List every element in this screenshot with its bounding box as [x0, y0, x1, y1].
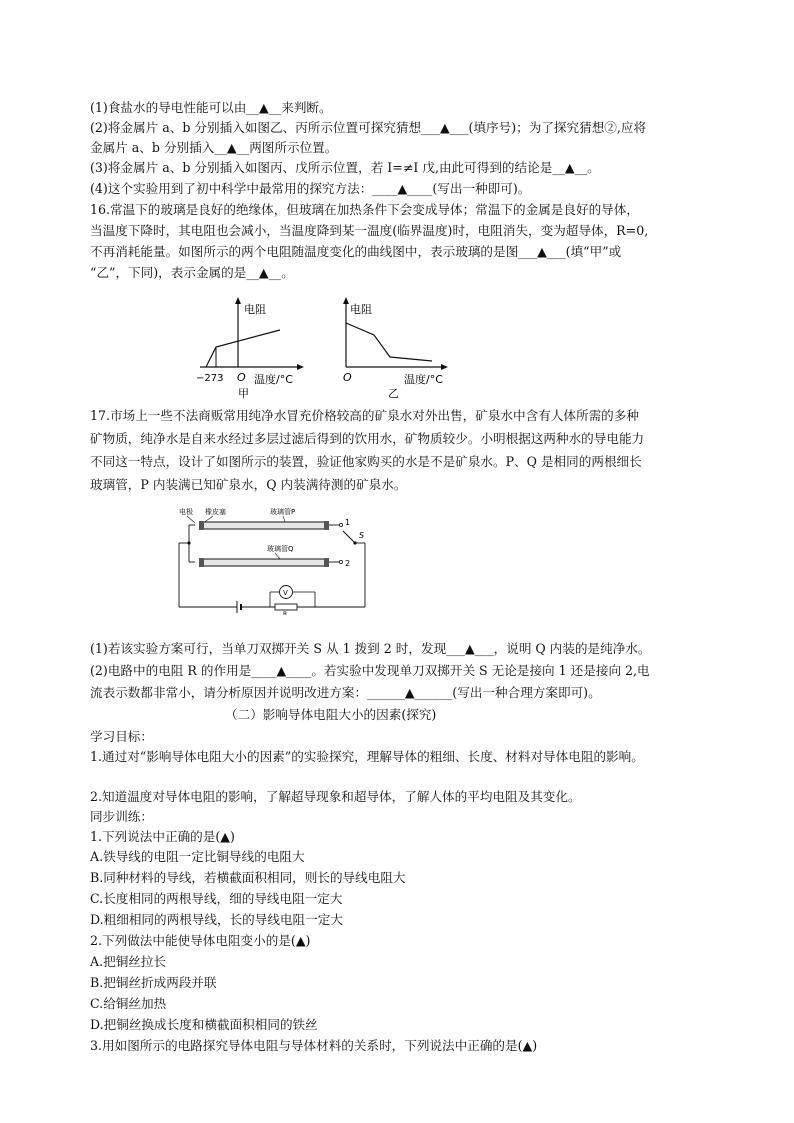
yi-origin: O [343, 371, 352, 384]
yi-y-arrow [343, 297, 349, 304]
jia-neg-tick: −273 [196, 373, 224, 384]
stopper-label: 橡皮塞 [205, 508, 226, 516]
practice-q2-d: D.把铜丝换成长度和横截面积相同的铁丝 [90, 1017, 318, 1032]
q15-line-3: 金属片 a、b 分别插入__▲__两图所示位置。 [90, 140, 338, 155]
contact-1-label: 1 [345, 518, 351, 527]
practice-q1-c: C.长度相同的两根导线，细的导线电阻一定大 [90, 891, 343, 906]
section-heading: （二）影响导体电阻大小的因素(探究) [225, 707, 437, 722]
jia-ylabel: 电阻 [244, 303, 266, 316]
contact-2-label: 2 [345, 559, 351, 568]
q15-line-1: (1)食盐水的导电性能可以由__▲__来判断。 [90, 100, 332, 115]
practice-q2: 2.下列做法中能使导体电阻变小的是(▲) [90, 933, 311, 948]
jia-curve [206, 330, 280, 367]
q15-line-2: (2)将金属片 a、b 分别插入如图乙、丙所示位置可探究猜想___▲___(填序号)；为了探究猜想②,应将 [90, 120, 647, 135]
tube-q-stopper-left [199, 558, 204, 567]
switch-label: S [359, 531, 365, 540]
jia-xlabel: 温度/°C [254, 373, 293, 386]
yi-x-arrow [441, 364, 448, 370]
q16-line-2: 当温度下降时，其电阻也会减小，当温度降到某一温度(临界温度)时，电阻消失，变为超导体，R=0, [90, 223, 649, 238]
jia-origin: O [237, 371, 246, 384]
tube-p [201, 522, 327, 529]
practice-q2-a: A.把铜丝拉长 [90, 954, 167, 969]
q17-sub-1: (1)若该实验方案可行，当单刀双掷开关 S 从 1 拨到 2 时，发现___▲___，说明 Q 内装的是纯净水。 [90, 641, 651, 656]
tube-q-stopper-right [324, 558, 329, 567]
goal-1: 1.通过对“影响导体电阻大小的因素”的实验探究，理解导体的粗细、长度、材料对导体电阻的影响。 [90, 749, 644, 764]
graph-yi [338, 295, 450, 400]
graph-jia [190, 295, 305, 400]
q17-line-2: 矿物质，纯净水是自来水经过多层过滤后得到的饮用水，矿物质较少。小明根据这两种水的导电能力 [90, 431, 645, 446]
q15-line-5: (4)这个实验用到了初中科学中最常用的探究方法：____▲____(写出一种即可)。 [90, 181, 531, 196]
practice-q2-c: C.给铜丝加热 [90, 996, 167, 1011]
q17-line-3: 不同这一特点，设计了如图所示的装置，验证他家购买的水是不是矿泉水。P、Q 是相同的两根细长 [90, 454, 642, 469]
voltmeter-label: V [283, 589, 288, 597]
tube-p-label: 玻璃管P [270, 508, 296, 516]
jia-x-arrow [297, 364, 304, 370]
yi-curve [346, 323, 432, 361]
q15-line-4: (3)将金属片 a、b 分别插入如图丙、戊所示位置，若 I=≠I 戊,由此可得到的结论是__▲__。 [90, 160, 600, 175]
tube-q [201, 559, 327, 566]
practice-q3: 3.用如图所示的电路探究导体电阻与导体材料的关系时，下列说法中正确的是(▲) [90, 1038, 538, 1053]
contact-1 [339, 523, 342, 526]
jia-caption: 甲 [238, 387, 249, 400]
switch-blade [343, 531, 355, 543]
tube-p-stopper-right [324, 521, 329, 530]
electrode-label: 电极 [179, 508, 193, 516]
q16-line-1: 16.常温下的玻璃是良好的绝缘体，但玻璃在加热条件下会变成导体；常温下的金属是良好的导体， [90, 202, 639, 217]
resistor-label: R [283, 611, 288, 615]
practice-q2-b: B.把铜丝折成两段并联 [90, 975, 217, 990]
q17-sub-3: 流表示数都非常小，请分析原因并说明改进方案：______▲______(写出一种合理方案即可)。 [90, 685, 601, 700]
yi-caption: 乙 [388, 387, 399, 400]
goal-2: 2.知道温度对导体电阻的影响，了解超导现象和超导体，了解人体的平均电阻及其变化。 [90, 789, 581, 804]
practice-title: 同步训练： [90, 809, 153, 824]
circuit-diagram [175, 503, 385, 615]
resistor [275, 604, 297, 610]
goal-title: 学习目标： [90, 729, 153, 744]
q17-sub-2: (2)电路中的电阻 R 的作用是____▲____。若实验中发现单刀双掷开关 S 无论是接向 1 还是接向 2,电 [90, 663, 650, 678]
contact-2 [339, 560, 342, 563]
q17-line-1: 17.市场上一些不法商贩常用纯净水冒充价格较高的矿泉水对外出售，矿泉水中含有人体所需的多种 [90, 408, 639, 423]
practice-q1: 1.下列说法中正确的是(▲) [90, 829, 235, 844]
practice-q1-b: B.同种材料的导线，若横截面积相同，则长的导线电阻大 [90, 870, 406, 885]
tube-q-label: 玻璃管Q [267, 545, 294, 553]
practice-q1-a: A.铁导线的电阻一定比铜导线的电阻大 [90, 849, 305, 864]
yi-xlabel: 温度/°C [404, 373, 443, 386]
jia-y-arrow [235, 297, 241, 304]
q17-line-4: 玻璃管，P 内装满已知矿泉水，Q 内装满待测的矿泉水。 [90, 477, 407, 492]
q16-line-3: 不再消耗能量。如图所示的两个电阻随温度变化的曲线图中，表示玻璃的是图___▲___(填“甲”或 [90, 244, 622, 259]
practice-q1-d: D.粗细相同的两根导线，长的导线电阻一定大 [90, 912, 343, 927]
q16-line-4: “乙”，下同)，表示金属的是__▲__。 [90, 265, 294, 280]
tube-p-stopper-left [199, 521, 204, 530]
yi-ylabel: 电阻 [350, 303, 372, 316]
